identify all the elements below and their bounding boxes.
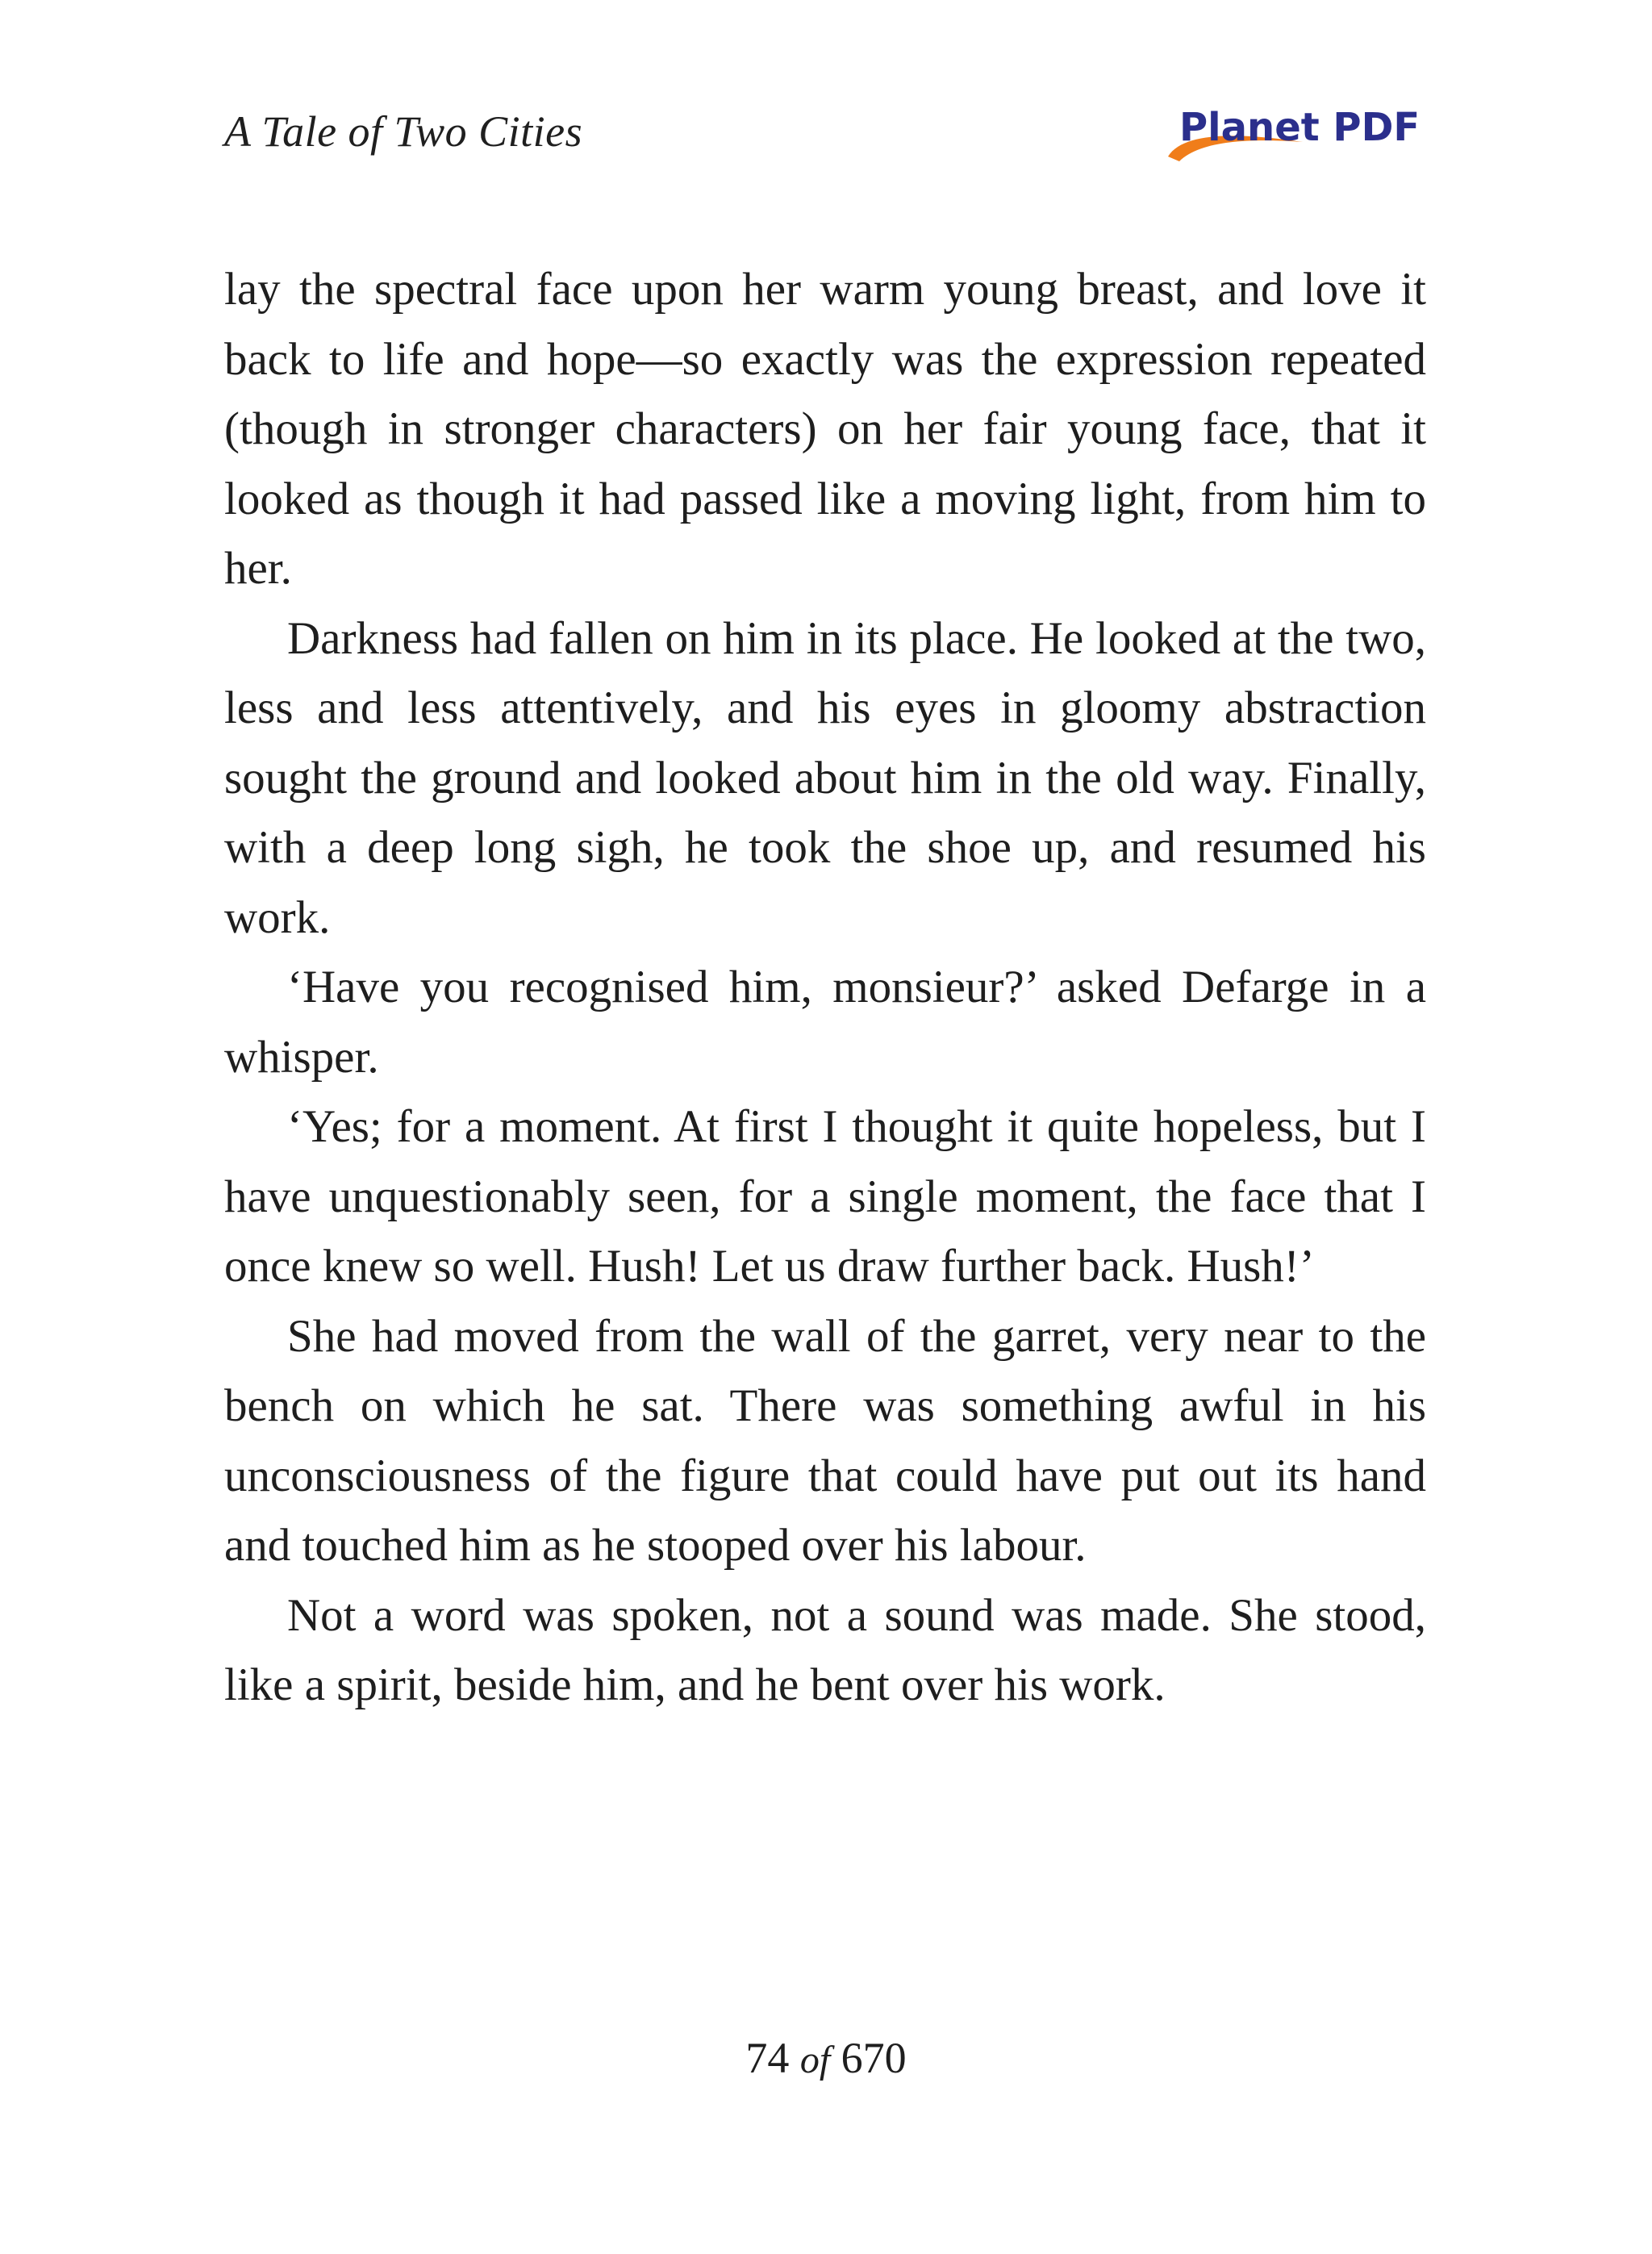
paragraph: lay the spectral face upon her warm young breast, and love it back to life and hope—so exactly was the expression repeated (though in stronger characters) on her fair young face, that it looked as though it had passed like a moving light, from him to her. — [224, 264, 1426, 594]
total-pages: 670 — [841, 2034, 907, 2082]
body-text — [224, 255, 1426, 1721]
logo-text: Planet PDF — [1179, 105, 1420, 150]
paragraph: She had moved from the wall of the garret, very near to the bench on which he sat. There was something awful in his unconsciousness of the figure that could have put out its hand and touched him as he stooped over his labour. — [224, 1310, 1426, 1571]
page-separator: of — [799, 2039, 831, 2081]
current-page: 74 — [745, 2034, 790, 2082]
page-number — [0, 2033, 1652, 2083]
running-title: A Tale of Two Cities — [224, 107, 583, 156]
planet-pdf-logo — [1162, 103, 1420, 168]
paragraph: Darkness had fallen on him in its place. He looked at the two, less and less attentively, and his eyes in gloomy abstraction sought the ground and looked about him in the old way. Finally, with a deep long sigh, he took the shoe up, and resumed his work. — [224, 612, 1426, 943]
paragraph: ‘Have you recognised him, monsieur?’ asked Defarge in a whisper. — [224, 962, 1426, 1083]
paragraph: Not a word was spoken, not a sound was made. She stood, like a spirit, beside him, and he bent over his work. — [224, 1589, 1426, 1710]
paragraph: ‘Yes; for a moment. At first I thought it quite hopeless, but I have unquestionably seen, for a single moment, the face that I once knew so well. Hush! Let us draw further back. Hush!’ — [224, 1101, 1426, 1292]
